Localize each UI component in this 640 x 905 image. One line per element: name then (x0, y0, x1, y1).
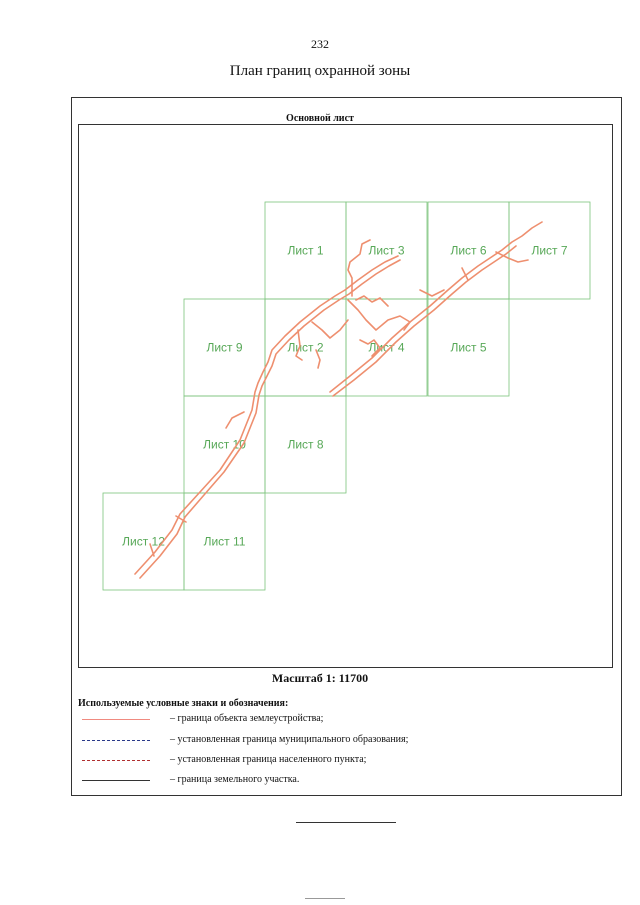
scale-label: Масштаб 1: 11700 (271, 671, 369, 685)
legend-swatch (82, 719, 150, 720)
legend-swatch (82, 780, 150, 781)
sheet-label-11: Лист 11 (203, 534, 246, 549)
legend-label: – установленная граница муниципального образования; (170, 734, 409, 745)
legend-swatch (82, 760, 150, 761)
page-title: План границ охранной зоны (229, 63, 411, 79)
sheet-label-8: Лист 8 (287, 437, 324, 452)
route-branch-g (226, 412, 244, 428)
scan-edge-mark (305, 898, 345, 899)
sheet-label-4: Лист 4 (368, 340, 405, 355)
legend-title: Используемые условные знаки и обозначения: (78, 698, 289, 709)
route-branch-d (356, 296, 388, 306)
legend-label: – установленная граница населенного пункта; (170, 754, 367, 765)
sheet-grid (103, 202, 590, 590)
route-main-line (135, 256, 398, 574)
sheet-label-12: Лист 12 (122, 534, 165, 549)
route-branch-j (420, 290, 444, 296)
route-northeast-line-parallel (333, 243, 516, 396)
sheet-label-9: Лист 9 (206, 340, 243, 355)
sheet-label-5: Лист 5 (450, 340, 487, 355)
legend-swatch (82, 740, 150, 741)
route-main-line-parallel (140, 260, 400, 578)
sheet-label-10: Лист 10 (203, 437, 246, 452)
sheet-caption: Основной лист (286, 113, 354, 124)
legend-label: – граница земельного участка. (170, 774, 300, 785)
sheet-label-3: Лист 3 (368, 243, 405, 258)
route-branch-b (312, 320, 348, 338)
sheet-label-6: Лист 6 (450, 243, 487, 258)
page-number: 232 (311, 37, 329, 51)
route-spur-north (348, 240, 370, 296)
sheet-label-7: Лист 7 (531, 243, 568, 258)
signature-line (296, 822, 396, 823)
protection-zone-route (135, 222, 542, 578)
route-branch-a (348, 300, 410, 330)
legend-label: – граница объекта землеустройства; (170, 713, 324, 724)
sheet-label-2: Лист 2 (287, 340, 324, 355)
sheet-label-1: Лист 1 (287, 243, 324, 258)
